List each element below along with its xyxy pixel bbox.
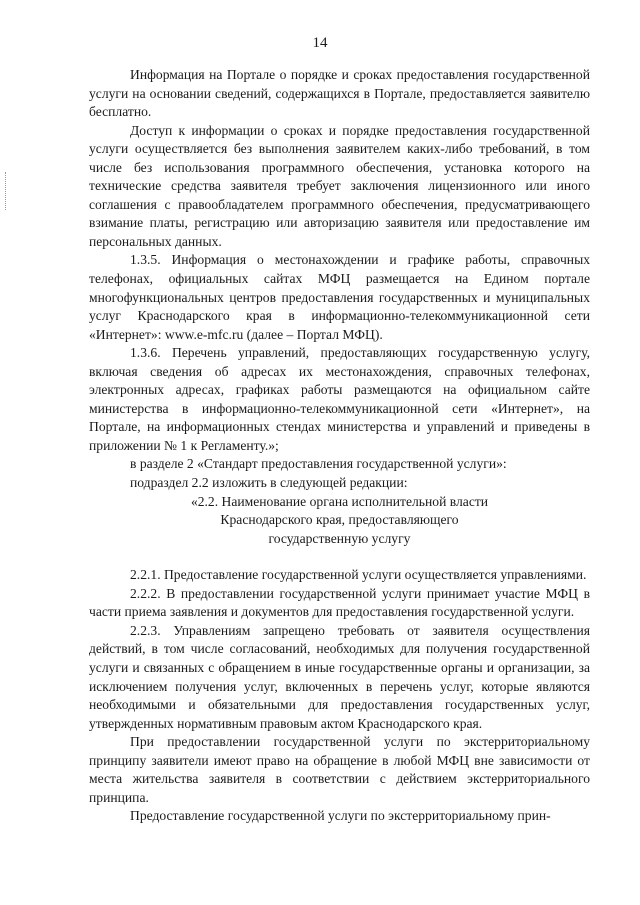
page-number: 14 — [312, 35, 328, 51]
heading-line-2: Краснодарского края, предоставляющего — [220, 512, 459, 528]
subsection-heading — [89, 493, 590, 549]
paragraph-2-2-1: 2.2.1. Предоставление государственной услуги осуществляется управлениями. — [130, 567, 587, 583]
paragraph-2-2-3: 2.2.3. Управлениям запрещено требовать от заявителя осуществления действий, в том числе согласований, необходимых для получения государственной услуги и связанных с обращением в иные государственные органы и организации, за исключением получения услуг, включенных в перечень услуг, которые являются необходимыми и обязательными для предоставления государственных услуг, утвержденных нормативным правовым актом Краснодарского края. — [89, 622, 590, 731]
heading-line-1: «2.2. Наименование органа исполнительной власти — [190, 493, 489, 509]
paragraph-extraterritorial-cont: Предоставление государственной услуги по экстерриториальному прин- — [130, 808, 551, 824]
paragraph-1-3-6: 1.3.6. Перечень управлений, предоставляющих государственную услугу, включая сведения об адресах их местонахождения, справочных телефонах, электронных адресах, графиках работы размещаются на официальном сайте министерства в информационно-телекоммуникационной сети «Интернет», на Портале, на информационных стендах министерства и управлений и приведены в приложении № 1 к Регламенту.»; — [89, 345, 590, 453]
heading-line-3: государственную услугу — [268, 530, 411, 546]
paragraph-2-2-2: 2.2.2. В предоставлении государственной услуги принимает участие МФЦ в части приема заявления и документов для предоставления государственной услуги. — [89, 585, 590, 620]
paragraph-access-info: Доступ к информации о сроках и порядке предоставления государственной услуги осуществляется без выполнения заявителем каких-либо требований, в том числе без использования программного обеспечения, установка которого на технические средства заявителя требует заключения лицензионного или иного соглашения с правообладателем программного обеспечения, предусматривающего взимание платы, регистрацию или авторизацию заявителя или предоставление им персональных данных. — [89, 122, 590, 249]
paragraph-section-2: в разделе 2 «Стандарт предоставления государственной услуги»: — [130, 456, 507, 472]
paragraph-subsection-2-2: подраздел 2.2 изложить в следующей редакции: — [130, 475, 408, 491]
document-body — [89, 66, 590, 826]
paragraph-portal-info: Информация на Портале о порядке и сроках предоставления государственной услуги на основании сведений, содержащихся в Портале, предоставляется заявителю бесплатно. — [89, 67, 590, 120]
spacer — [89, 548, 590, 566]
margin-scan-marks — [5, 172, 8, 210]
paragraph-1-3-5: 1.3.5. Информация о местонахождении и графике работы, справочных телефонах, официальных сайтах МФЦ размещается на Едином портале многофункциональных центров предоставления государственных и муниципальных услуг Краснодарского края в информационно-телекоммуникационной сети «Интернет»: www.e-mfc.ru (далее – Портал МФЦ). — [89, 252, 590, 342]
paragraph-extraterritorial: При предоставлении государственной услуги по экстерриториальному принципу заявители имеют право на обращение в любой МФЦ вне зависимости от места жительства заявителя в соответствии с действием экстерриториального принципа. — [89, 734, 590, 805]
